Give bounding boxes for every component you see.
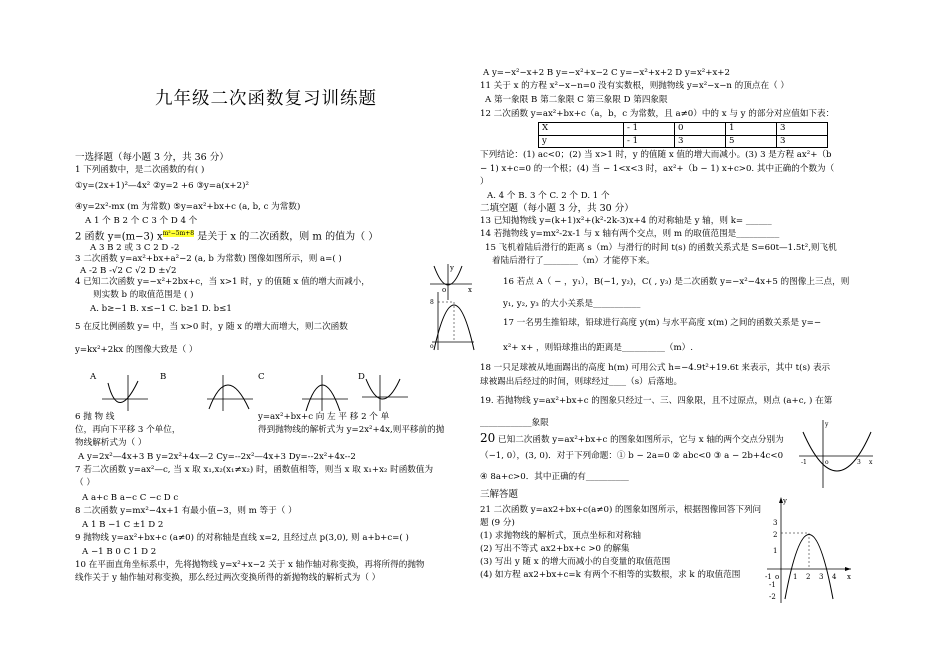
q8-answers: A 1 B −1 C ±1 D 2 [82,520,164,530]
q21-fig-yneg1: -1 [769,581,776,589]
q7-answers: A a+c B a−c C −c D c [82,493,179,503]
q6-line3: 物线解析式为（ ） [75,438,147,448]
q21-fig-x4: 4 [832,573,837,581]
q15-line2: 着陆后滑行了________（m）才能停下来。 [492,256,655,266]
q12-conclusions-line3: ） [480,177,489,187]
section-answer-heading: 三解答题 [480,489,519,500]
q4-line1: 4 已知二次函数 y=−x²+2bx+c，当 x>1 时，y 的值随 x 值的增大而减小， [75,277,370,287]
table-cell: 1 [726,123,777,136]
q2-prefix: 2 函数 y=(m−3) x [75,231,163,243]
q7-line1: 7 若二次函数 y=ax²—c, 当 x 取 x₁,x₂(x₁≠x₂) 时，函数值相等，则当 x 取 x₁+x₂ 时函数值为 [75,465,434,475]
q12-answers: A. 4 个 B. 3 个 C. 2 个 D. 1 个 [487,191,610,201]
q20-number: 20 [480,431,496,445]
q12-conclusions-line1: 下列结论：(1) ac<0；(2) 当 x>1 时，y 的值随 x 值的增大而减小。(3) 3 是方程 ax²+（b [480,150,832,160]
q5-label-c: C [258,372,265,382]
q21-fig-y3: 3 [773,519,778,527]
q4-answers: A. b≥−1 B. x≤−1 C. b≥1 D. b≤1 [90,304,232,314]
q12-stem: 12 二次函数 y=ax²+bx+c（a，b，c 为常数，且 a≠0）中的 x 与 y 的部分对应值如下表： [480,109,835,119]
q5-label-b: B [160,372,167,382]
q21-fig-o: o [775,573,780,581]
q3-fig-o: o [442,286,447,294]
q6-line1-right: y=ax²+bx+c 向 左 平 移 2 个 单 [258,412,390,422]
q2-exponent: m²−5m+8 [162,230,195,237]
q3-answers: A -2 B -√2 C √2 D ±√2 [80,266,177,276]
q20-fig-x: x [869,459,873,466]
table-cell: 0 [675,123,726,136]
q11-stem: 11 关于 x 的方程 x²−x−n=0 没有实数根，则抛物线 y=x²−x−n 的顶点在（ ） [480,81,789,91]
q20-figure [795,418,875,490]
q5-line1: 5 在反比例函数 y= 中，当 x>0 时，y 随 x 的增大而增大，则二次函数 [75,322,348,332]
q8-stem: 8 二次函数 y=mx²−4x+1 有最小值−3，则 m 等于（ ） [75,506,297,516]
table-row [539,135,828,148]
table-cell: 3 [777,135,828,148]
q5-graph-b [205,373,255,413]
q6-line1-left: 6 抛 物 线 [75,412,115,422]
q20-line3: ④ 8a+c>0．其中正确的有__________ [480,472,629,482]
q1-stem: 1 下列函数中，是二次函数的有( ) [75,165,205,175]
q21-fig-xneg1: -1 [765,573,772,581]
table-cell: 3 [675,135,726,148]
q21-fig-x1: 1 [793,573,798,581]
q15-line1: 15 飞机着陆后滑行的距离 s（m）与滑行的时间 t(s) 的函数关系式是 S=60t—1.5t²,则飞机 [485,243,837,253]
q16-line2: y₁, y₂, y₃ 的大小关系是___________ [503,299,641,309]
q21-fig-y: y [783,497,787,505]
table-cell: y [539,135,624,148]
q3-fig-y: y [450,264,454,272]
q5-label-d: D [358,372,365,382]
q10-answers: A y=−x²−x+2 B y=−x²+x−2 C y=−x²+x+2 D y=x²+x+2 [483,68,730,78]
q18-line2: 球被踢出后经过的时间，则球经过____（s）后落地。 [480,377,683,387]
q6-line2-left: 位，再向下平移 3 个单位， [75,425,181,435]
q20-fig-three: 3 [857,459,861,466]
q21-line1: 21 二次函数 y=ax2+bx+c(a≠0) 的图象如图所示，根据图像回答下列问 [480,505,762,515]
q1-options-line2: ④y=2x²-mx (m 为常数) ⑤y=ax²+bx+c (a, b, c 为常数) [75,202,301,212]
q17-line1: 17 一名男生推铅球，铅球进行高度 y(m) 与水平高度 x(m) 之间的函数关系是 y=− [503,318,822,328]
q12-value-table [538,122,828,148]
q21-figure [763,495,853,605]
q18-line1: 18 一只足球被从地面踢出的高度 h(m) 可用公式 h=−4.9t²+19.6t 来表示，其中 t(s) 表示 [480,363,831,373]
q4-figure [428,290,475,352]
right-column [475,0,950,658]
table-cell: X [539,123,624,136]
table-row [539,123,828,136]
section-fill-heading: 二填空题（每小题 3 分，共 30 分） [480,203,634,214]
q3-fig-x: x [468,286,472,294]
q6-answers: A y=2x²—4x+3 B y=2x²+4x—2 Cy=--2x²—4x+3 Dy=--2x²+4x--2 [78,452,356,462]
table-cell: - 1 [624,135,675,148]
q9-answers: A −1 B 0 C 1 D 2 [82,547,157,557]
q5-graph-d [360,373,410,413]
q21-item-4: (4) 如方程 ax2+bx+c=k 有两个不相等的实数根，求 k 的取值范围 [480,570,741,580]
q21-fig-x: x [847,573,851,581]
q10-line1: 10 在平面直角坐标系中，先将抛物线 y=x²+x−2 关于 x 轴作轴对称变换，再将所得的抛物 [75,560,425,570]
q6-line2-right: 得到抛物线的解析式为 y=2x²+4x,则平移前的抛 [258,425,445,435]
q21-line2: 题 (9 分) [480,518,515,528]
q2-suffix: 是关于 x 的二次函数，则 m 的值为（ ） [194,231,379,243]
q4-line2: 则实数 b 的取值范围是 ( ) [93,290,194,300]
q12-conclusions-line2: − 1) x+c=0 的一个根；(4) 当 − 1<x<3 时，ax²+（b − 1) x+c>0. 其中正确的个数为（ [480,164,835,174]
q20-fig-o: o [825,459,829,466]
q5-graph-c [300,373,350,413]
section-choice-heading: 一选择题（每小题 3 分，共 36 分） [75,152,229,163]
q5-graph-a [100,373,150,413]
q13-stem: 13 已知抛物线 y=(k+1)x²+(k²-2k-3)x+4 的对称轴是 y 轴，则 k= ______ [480,216,772,226]
q10-line2: 线作关于 y 轴作轴对称变换，那么经过两次变换所得的新抛物线的解析式为（ ） [75,573,381,583]
q2-answers: A 3 B 2 或 3 C 2 D -2 [90,243,180,253]
q9-stem: 9 抛物线 y=ax²+bx+c (a≠0) 的对称轴是直线 x=2, 且经过点 p(3,0), 则 a+b+c=( ) [75,533,409,543]
q21-fig-x3: 3 [819,573,824,581]
q21-item-2: (2) 写出不等式 ax2+bx+c >0 的解集 [480,544,630,554]
q19-line1: 19. 若抛物线 y=ax²+bx+c 的图象只经过一、三、四象限，且不过原点，则点 (a+c, ) 在第 [480,396,833,406]
q1-answers: A 1 个 B 2 个 C 3 个 D 4 个 [85,216,198,226]
q17-line2: x²+ x+ ，则铅球推出的距离是__________（m）. [503,343,693,353]
table-cell: 5 [726,135,777,148]
q21-fig-y1: 1 [773,547,778,555]
table-cell: 3 [777,123,828,136]
q16-line1: 16 若点 A（ − ，y₁），B(−1, y₂)，C( , y₃) 是二次函数 y=−x²−4x+5 的图像上三点，则 [503,277,850,287]
q21-item-1: (1) 求抛物线的解析式，顶点坐标和对称轴 [480,531,641,541]
q20-fig-y: y [825,421,829,428]
q20-fig-neg1: -1 [801,459,807,466]
q20-text: 已知二次函数 y=ax²+bx+c 的图象如图所示，它与 x 轴的两个交点分别为 [495,435,784,445]
q21-fig-x2: 2 [806,573,811,581]
page-title: 九年级二次函数复习训练题 [155,89,377,109]
q5-label-a: A [90,372,97,382]
table-cell: - 1 [624,123,675,136]
q21-fig-yneg2: -2 [769,593,776,601]
q7-line2: （ ） [75,478,95,488]
q1-options-line1: ①y=(2x+1)²—4x² ②y=2 +6 ③y=a(x+2)² [75,181,249,191]
q20-line2: （−1, 0），(3, 0)．对于下列命题：① b − 2a=0 ② abc<0 ③ a − 2b+4c<0 [480,451,784,461]
q20-line1 [480,430,784,447]
q19-line2: ____________象限 [480,418,549,428]
q5-line2: y=kx²+2kx 的图像大致是（ ） [75,345,198,355]
q4-fig-o: o [430,343,434,350]
q3-stem: 3 二次函数 y=ax²+bx+a²−2 (a, b 为常数) 图像如图所示，则 a=( ) [75,254,342,264]
q21-item-3: (3) 写出 y 随 x 的增大而减小的自变量的取值范围 [480,557,671,567]
q4-fig-eight: 8 [430,299,434,306]
q14-stem: 14 若抛物线 y=mx²-2x-1 与 x 轴有两个交点，则 m 的取值范围是__________ [480,229,780,239]
q11-answers: A 第一象限 B 第二象限 C 第三象限 D 第四象限 [485,95,668,105]
q21-fig-y2: 2 [773,531,778,539]
q2-stem [75,230,378,244]
